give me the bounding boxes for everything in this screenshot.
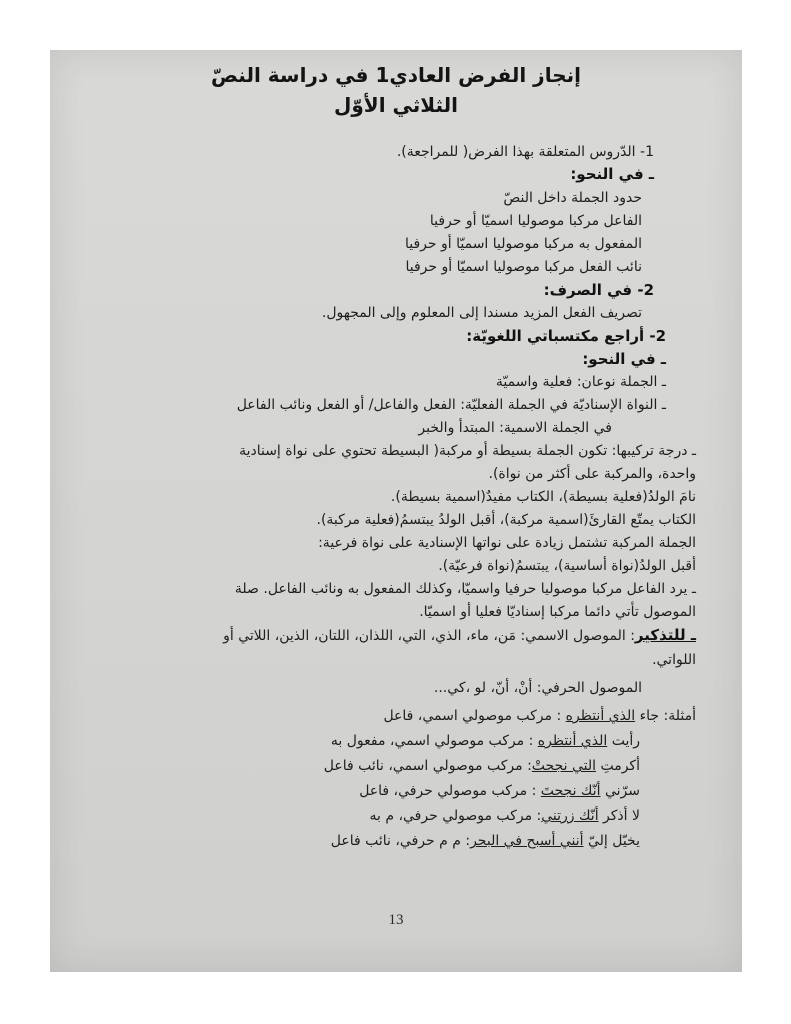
nahw-item-1: حدود الجملة داخل النصّ (503, 190, 642, 206)
example-before: جاء (635, 708, 660, 724)
text-line-4: ـ درجة تركيبها: تكون الجملة بسيطة أو مركبة( البسيطة تحتوي على نواة إسنادية (239, 443, 696, 459)
example-before: أكرمتِ (596, 758, 640, 774)
title-line-1: إنجاز الفرض العادي1 في دراسة النصّ (211, 63, 581, 87)
text-line-6: نامَ الولدُ(فعلية بسيطة)، الكتاب مفيدٌ(اسمية بسيطة). (390, 489, 696, 505)
example-underlined: الذي أنتظره (537, 733, 608, 749)
title-line-2: الثلاثي الأوّل (334, 93, 458, 117)
page-number: 13 (388, 912, 404, 928)
example-after: : مركب موصولي حرفي، م به (369, 808, 542, 824)
example-row-3 (324, 756, 640, 776)
example-before: سرّني (600, 783, 640, 799)
section1-heading: 1- الدّروس المتعلقة بهذا الفرض( للمراجعة). (396, 144, 654, 160)
section2-nahw-heading: ـ في النحو: (582, 350, 666, 368)
text-line-8: الجملة المركبة تشتمل زيادة على نواتها الإسنادية على نواة فرعية: (318, 535, 696, 551)
example-before: رأيت (607, 733, 640, 749)
example-row-2 (331, 731, 640, 751)
text-line-11: الموصول تأتي دائما مركبا إسناديّا فعليا أو اسميّا. (419, 604, 696, 620)
example-row-5 (370, 806, 640, 826)
harfi-line: الموصول الحرفي: أنْ، أنّ، لو ،كي... (433, 680, 642, 696)
text-line-7: الكتاب يمتّع القارئَ(اسمية مركبة)، أقبل الولدُ يبتسمُ(فعلية مركبة). (316, 512, 696, 528)
text-line-3: في الجملة الاسمية: المبتدأ والخبر (418, 420, 612, 436)
example-after: : مركب موصولي اسمي، مفعول به (330, 733, 538, 749)
section1-sarf-heading: 2- في الصرف: (543, 281, 654, 299)
example-before: لا أذكر (598, 808, 640, 824)
document-page (50, 50, 742, 972)
nahw-item-3: المفعول به مركبا موصوليا اسميّا أو حرفيا (405, 236, 642, 252)
example-after: : مركب موصولي اسمي، فاعل (383, 708, 566, 724)
section2-heading: 2- أراجع مكتسباتي اللغويّة: (466, 327, 666, 345)
example-underlined: أنّك زرتني (541, 808, 599, 824)
text-line-9: أقبل الولدُ(نواة أساسية)، يبتسمُ(نواة فرعيّة). (438, 558, 696, 574)
text-line-5: واحدة، والمركبة على أكثر من نواة). (488, 466, 696, 482)
sarf-item: تصريف الفعل المزيد مسندا إلى المعلوم وإلى المجهول. (321, 305, 642, 321)
nahw-item-4: نائب الفعل مركبا موصوليا اسميّا أو حرفيا (405, 259, 642, 275)
nahw-item-2: الفاعل مركبا موصوليا اسميّا أو حرفيا (429, 213, 642, 229)
example-underlined: أنّك نجحتَ (540, 783, 601, 799)
example-after: : مركب موصولي اسمي، نائب فاعل (323, 758, 532, 774)
example-row-4 (359, 781, 640, 801)
example-underlined: الذي أنتظره (565, 708, 636, 724)
example-before: يخيّل إليّ (583, 833, 640, 849)
text-line-1: ـ الجملة نوعان: فعلية واسميّة (495, 374, 666, 390)
examples-label: أمثلة: (659, 708, 696, 724)
example-row-6 (331, 831, 640, 851)
text-line-10: ـ يرد الفاعل مركبا موصوليا حرفيا واسميّا، وكذلك المفعول به ونائب الفاعل. صلة (234, 581, 696, 597)
reminder-text: : الموصول الاسمي: مَن، ماء، الذي، التي، اللذان، اللتان، الذين، اللاتي أو (223, 628, 635, 644)
reminder-label: ـ للتذكير (634, 626, 696, 644)
example-after: : مركب موصولي حرفي، فاعل (359, 783, 541, 799)
example-after: : م م حرفي، نائب فاعل (330, 833, 471, 849)
example-underlined: أنني أسبح في البحر (470, 833, 584, 849)
section1-nahw-heading: ـ في النحو: (570, 165, 654, 183)
text-line-2: ـ النواة الإسناديّة في الجملة الفعليّة: الفعل والفاعل/ أو الفعل ونائب الفاعل (236, 397, 666, 413)
example-underlined: التي نجحتْ (531, 758, 597, 774)
reminder-line (223, 625, 696, 646)
reminder-cont: اللواتي. (652, 652, 696, 668)
example-row-1 (383, 706, 696, 726)
